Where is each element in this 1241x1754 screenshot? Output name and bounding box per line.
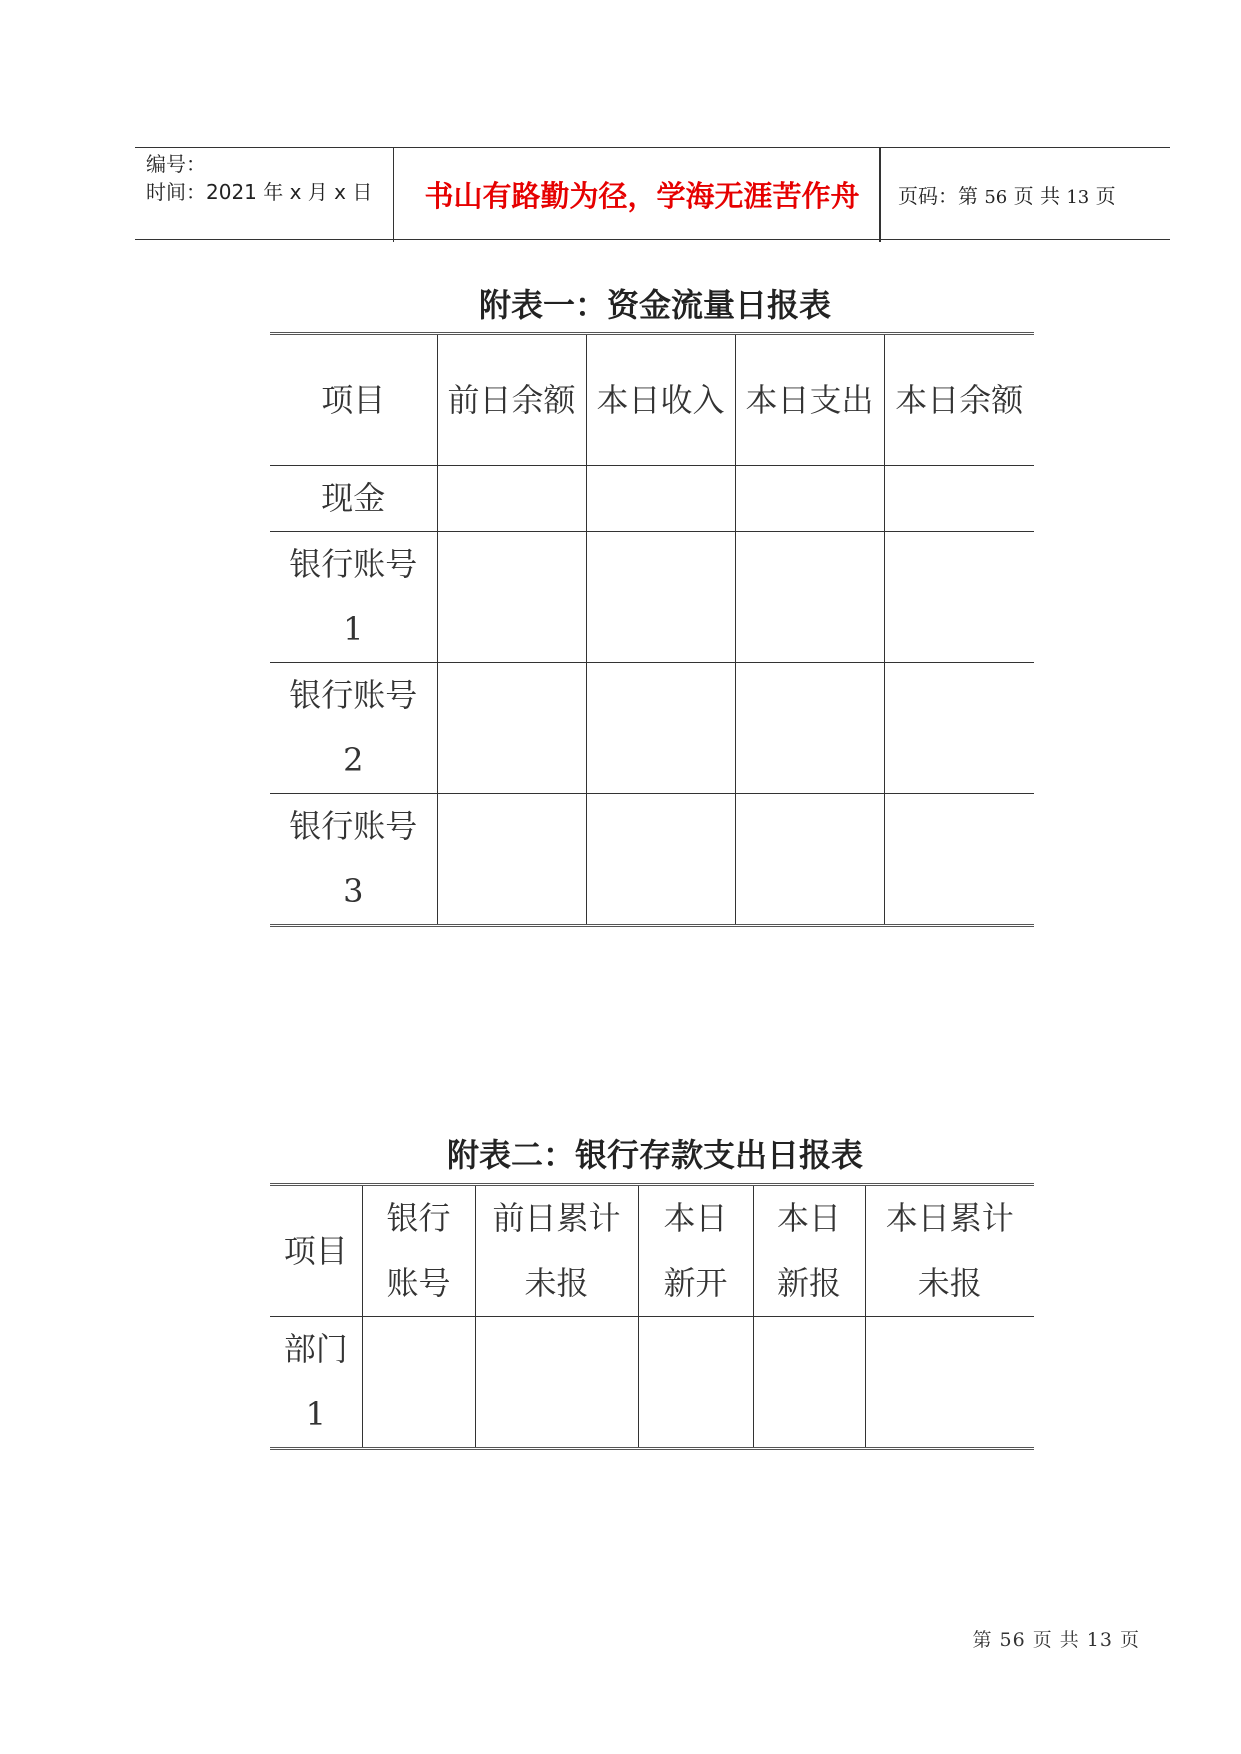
table-row	[270, 466, 1034, 532]
table-cell	[586, 663, 735, 794]
page-prefix: 页码：第	[898, 184, 978, 208]
table-cell	[884, 466, 1034, 532]
table-cell	[865, 1317, 1034, 1449]
date-label: 时间：2021 年 x 月 x 日	[146, 180, 373, 204]
table-row	[270, 794, 1034, 926]
table2-title: 附表二：银行存款支出日报表	[446, 1136, 863, 1174]
table-cell	[735, 532, 884, 663]
page-total: 13	[1066, 187, 1090, 208]
table1-header-cell: 项目	[270, 334, 437, 466]
table-cell	[362, 1317, 475, 1449]
table1-header-cell: 本日收入	[586, 334, 735, 466]
table-cell	[735, 663, 884, 794]
table-cell	[884, 532, 1034, 663]
page-current: 56	[984, 187, 1008, 208]
table-cell	[638, 1317, 753, 1449]
table-cell	[884, 663, 1034, 794]
table-cell	[437, 794, 586, 926]
table2-header-cell: 本日新开	[638, 1185, 753, 1317]
table-cell	[475, 1317, 638, 1449]
table-cell	[884, 794, 1034, 926]
table1-header-row	[270, 334, 1034, 466]
table1-header-cell: 本日支出	[735, 334, 884, 466]
header-bottom-rule	[135, 239, 1170, 240]
row-label: 部门1	[270, 1317, 362, 1449]
table-cell	[735, 466, 884, 532]
row-label: 银行账号3	[270, 794, 437, 926]
table-cell	[437, 466, 586, 532]
table2-header-row	[270, 1185, 1034, 1317]
table-row	[270, 1317, 1034, 1449]
row-label: 现金	[270, 466, 437, 532]
page-suffix: 页	[1095, 184, 1116, 208]
table1-title: 附表一：资金流量日报表	[478, 286, 831, 324]
table2	[270, 1183, 1034, 1450]
row-label: 银行账号1	[270, 532, 437, 663]
table-cell	[437, 663, 586, 794]
table2-header-cell: 本日累计未报	[865, 1185, 1034, 1317]
table-row	[270, 663, 1034, 794]
page-mid: 页 共	[1013, 184, 1060, 208]
page-footer: 第 56 页 共 13 页	[972, 1629, 1140, 1651]
table-cell	[437, 532, 586, 663]
table2-header-cell: 银行账号	[362, 1185, 475, 1317]
row-label: 银行账号2	[270, 663, 437, 794]
table-row	[270, 532, 1034, 663]
header-top-rule	[135, 147, 1170, 148]
header-motto: 书山有路勤为径，学海无涯苦作舟	[424, 179, 860, 213]
table1	[270, 332, 1034, 927]
header-page-info	[898, 180, 1168, 214]
serial-number-label: 编号：	[146, 152, 206, 176]
table2-header-cell: 本日新报	[753, 1185, 865, 1317]
table-cell	[586, 794, 735, 926]
table-cell	[586, 532, 735, 663]
table-cell	[735, 794, 884, 926]
table2-header-cell: 项目	[270, 1185, 362, 1317]
table1-header-cell: 前日余额	[437, 334, 586, 466]
table1-header-cell: 本日余额	[884, 334, 1034, 466]
table-cell	[753, 1317, 865, 1449]
table-cell	[586, 466, 735, 532]
header-meta	[146, 150, 396, 206]
table2-header-cell: 前日累计未报	[475, 1185, 638, 1317]
